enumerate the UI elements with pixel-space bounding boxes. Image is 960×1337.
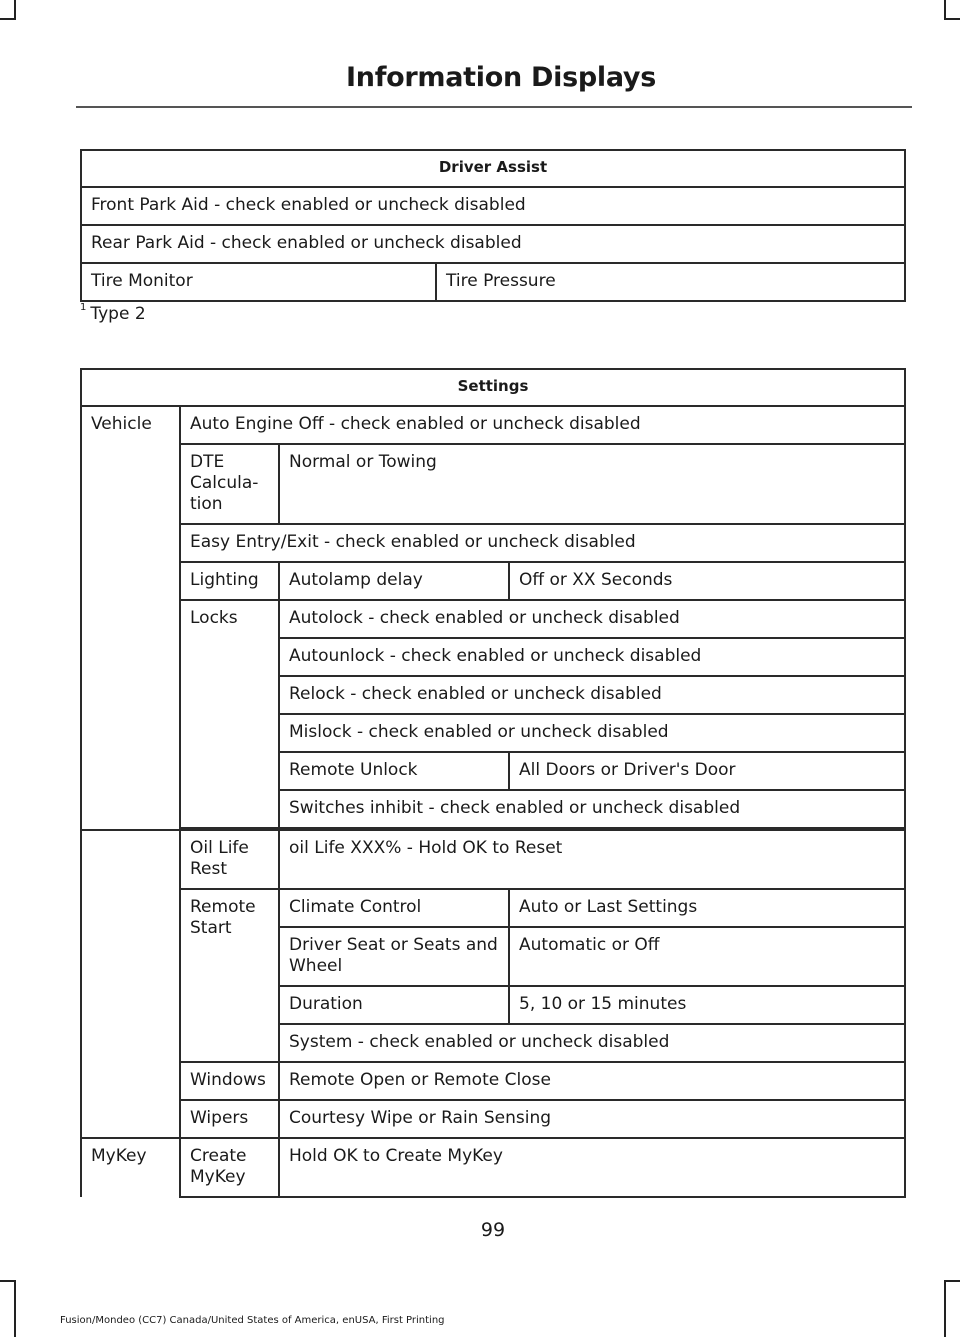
table-title: Driver Assist (81, 150, 905, 187)
table-cell: DTE Calcula- tion (180, 444, 279, 524)
crop-mark (14, 1280, 16, 1337)
table-cell: Tire Monitor (81, 263, 436, 301)
header-divider (76, 106, 912, 108)
driver-assist-table (80, 149, 906, 302)
table-cell: Driver Seat or Seats and Wheel (279, 927, 509, 986)
table-cell: Auto or Last Settings (509, 889, 905, 927)
table-cell: 5, 10 or 15 minutes (509, 986, 905, 1024)
table-cell: Wipers (180, 1100, 279, 1138)
table-cell: Duration (279, 986, 509, 1024)
footnote-marker: 1 (80, 302, 87, 313)
table-cell: Switches inhibit - check enabled or uncheck disabled (279, 790, 905, 828)
crop-mark (944, 18, 960, 20)
table-cell: Vehicle (81, 406, 180, 830)
footnote-text: Type 2 (90, 304, 146, 324)
page-number: 99 (480, 1219, 506, 1241)
table-cell: Autounlock - check enabled or uncheck disabled (279, 638, 905, 676)
table-cell: Create MyKey (180, 1138, 279, 1197)
crop-mark (944, 1280, 946, 1337)
footnote (80, 304, 146, 324)
table-cell: MyKey (81, 1138, 180, 1197)
table-cell: Remote Unlock (279, 752, 509, 790)
table-cell: Remote Start (180, 889, 279, 1062)
table-cell: Autolock - check enabled or uncheck disabled (279, 600, 905, 638)
table-cell: Normal or Towing (279, 444, 905, 524)
table-cell: All Doors or Driver's Door (509, 752, 905, 790)
table-cell: Remote Open or Remote Close (279, 1062, 905, 1100)
table-cell: Locks (180, 600, 279, 828)
table-cell: Climate Control (279, 889, 509, 927)
page-title: Information Displays (346, 62, 656, 93)
table-cell: Oil Life Rest (180, 830, 279, 889)
table-cell: Off or XX Seconds (509, 562, 905, 600)
table-cell: Front Park Aid - check enabled or uncheck disabled (81, 187, 905, 225)
table-cell: Easy Entry/Exit - check enabled or uncheck disabled (180, 524, 905, 562)
table-cell: Mislock - check enabled or uncheck disabled (279, 714, 905, 752)
table-cell: Rear Park Aid - check enabled or uncheck disabled (81, 225, 905, 263)
table-cell: Autolamp delay (279, 562, 509, 600)
settings-table (80, 368, 906, 1198)
table-cell: Hold OK to Create MyKey (279, 1138, 905, 1197)
table-cell: Automatic or Off (509, 927, 905, 986)
crop-mark (944, 0, 946, 20)
table-cell: Courtesy Wipe or Rain Sensing (279, 1100, 905, 1138)
table-cell: Auto Engine Off - check enabled or uncheck disabled (180, 406, 905, 444)
table-cell-empty (81, 830, 180, 1138)
crop-mark (14, 0, 16, 20)
footer-text: Fusion/Mondeo (CC7) Canada/United States of America, enUSA, First Printing (60, 1315, 445, 1326)
table-cell: Windows (180, 1062, 279, 1100)
table-cell: System - check enabled or uncheck disabled (279, 1024, 905, 1062)
table-cell: Relock - check enabled or uncheck disabled (279, 676, 905, 714)
table-cell: oil Life XXX% - Hold OK to Reset (279, 830, 905, 889)
crop-mark (0, 18, 16, 20)
crop-mark (944, 1280, 960, 1282)
table-cell: Lighting (180, 562, 279, 600)
crop-mark (0, 1280, 16, 1282)
table-cell: Tire Pressure (436, 263, 905, 301)
table-title: Settings (81, 369, 905, 406)
